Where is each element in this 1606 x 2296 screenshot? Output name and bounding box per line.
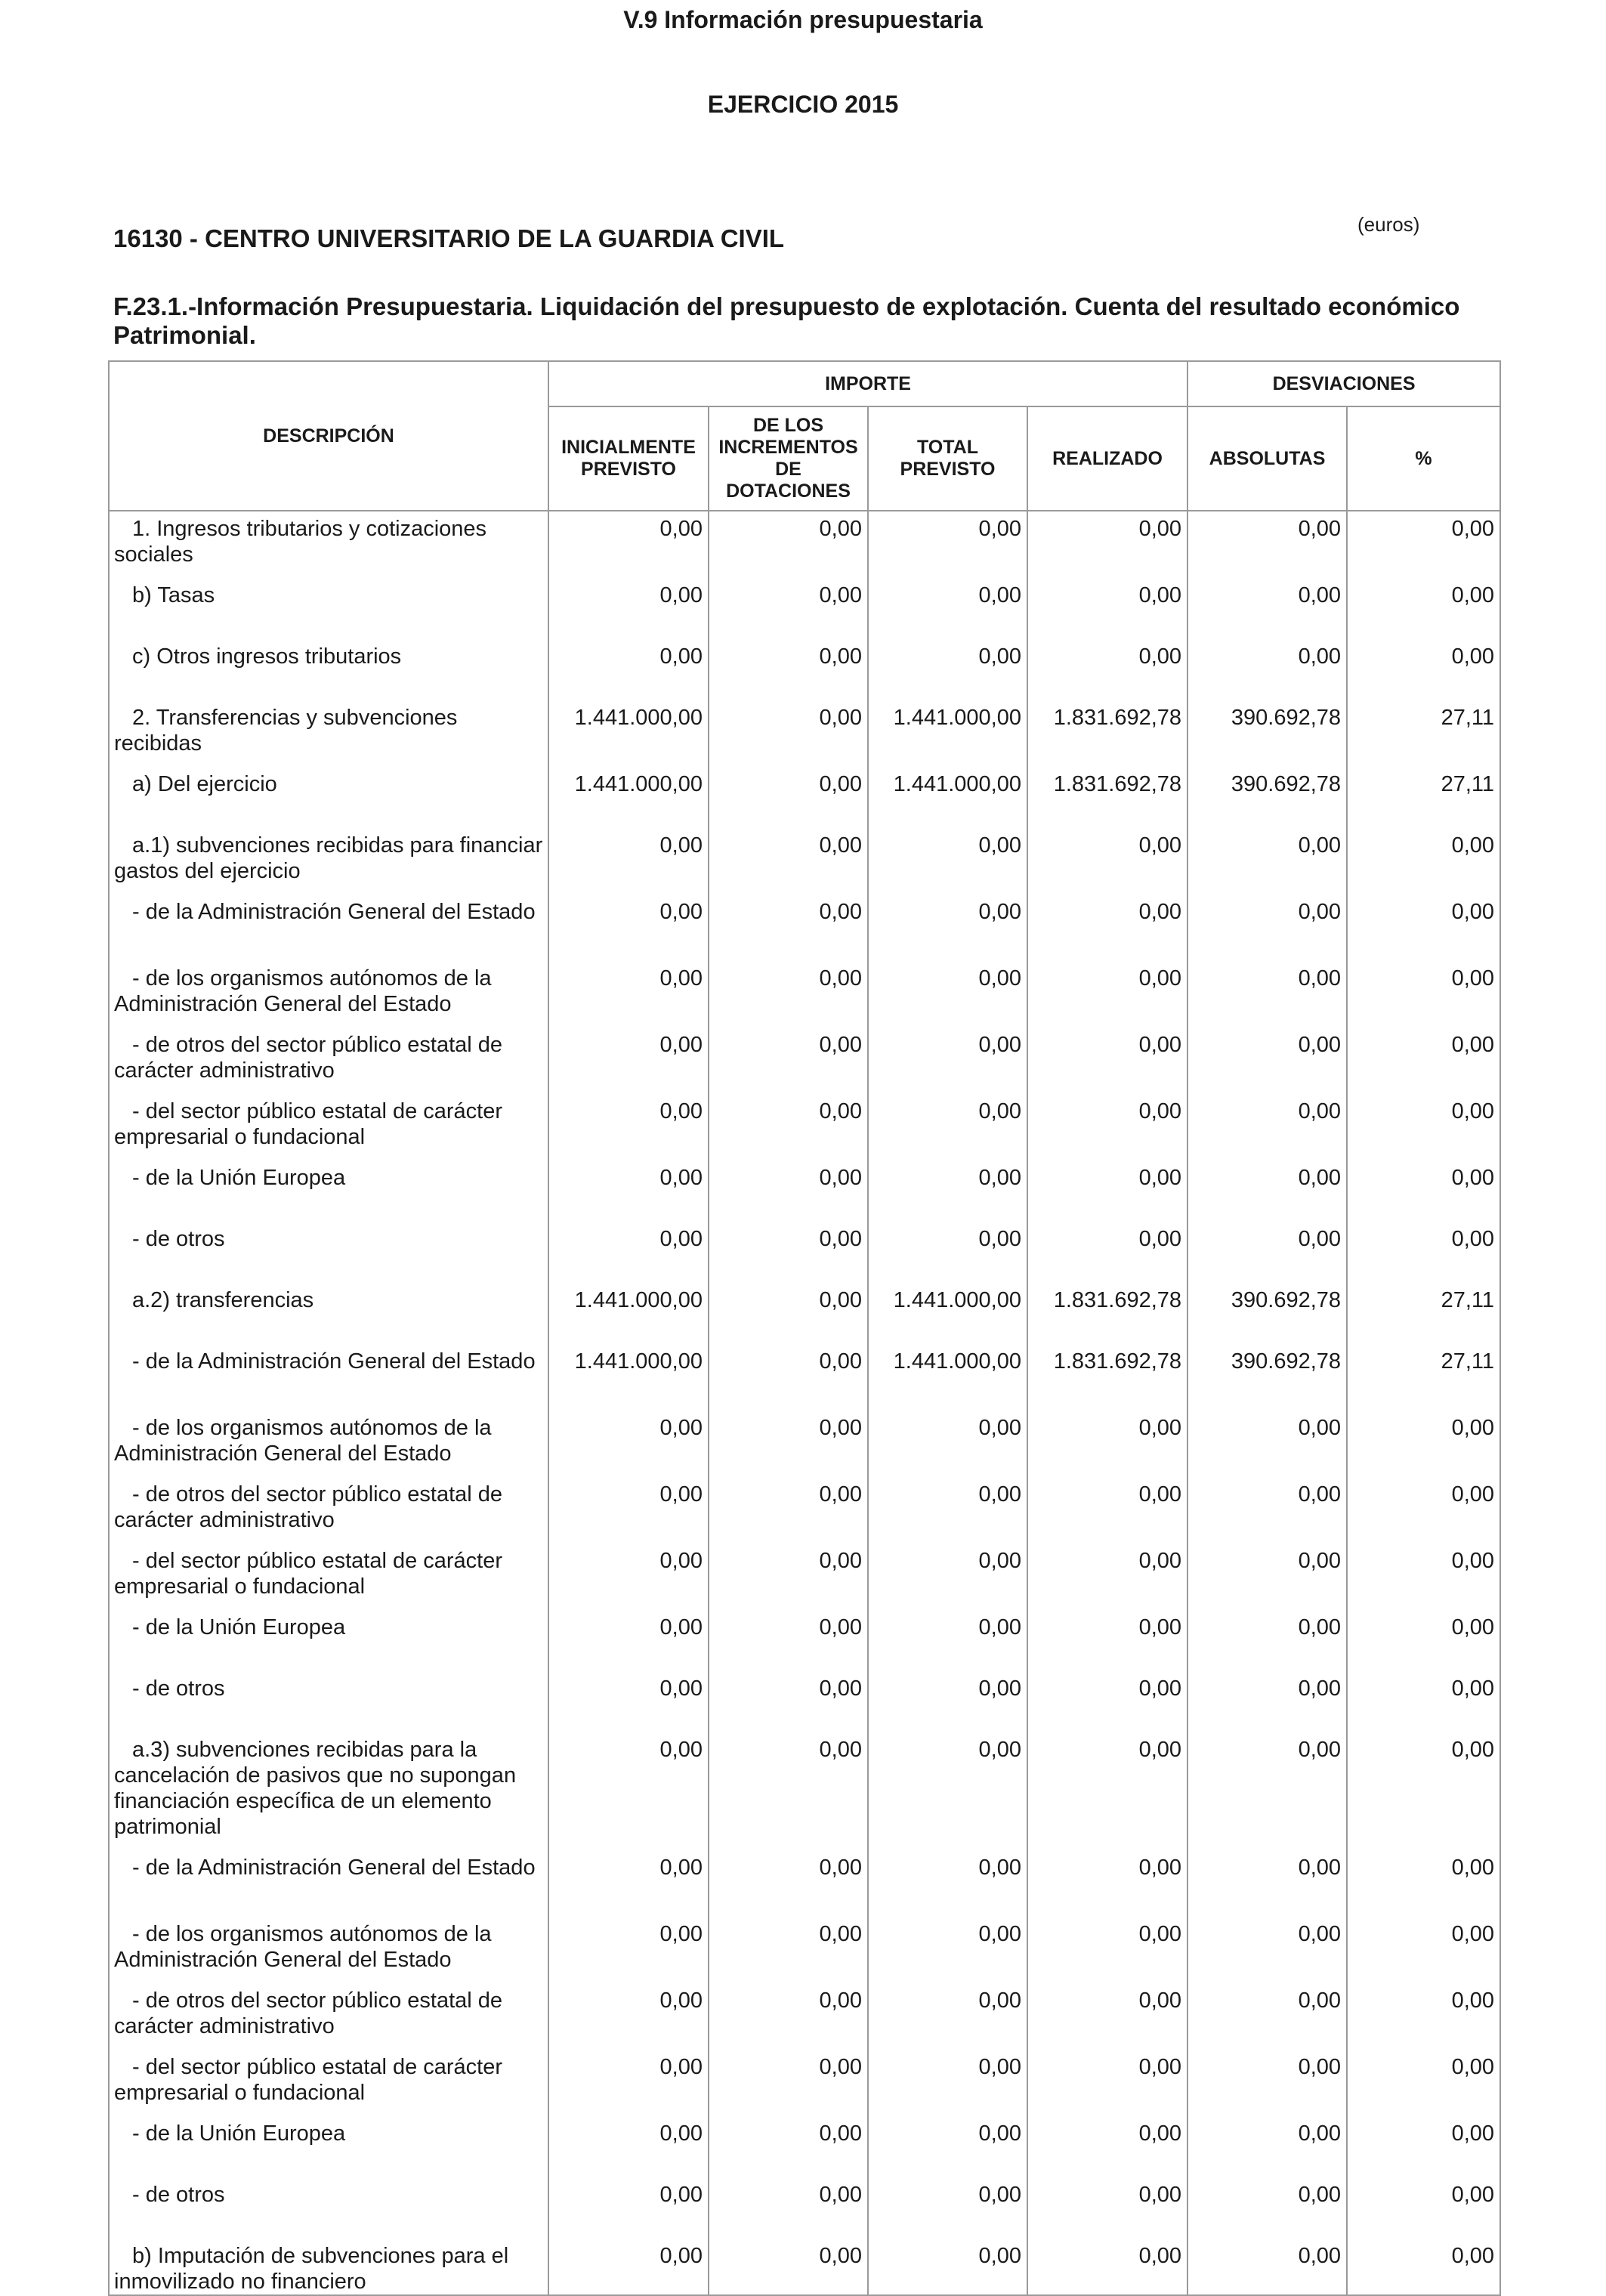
cell-absolutas: 0,00 <box>1188 1027 1347 1094</box>
cell-total-previsto: 0,00 <box>868 1027 1027 1094</box>
cell-percent: 0,00 <box>1347 828 1500 895</box>
table-row <box>109 767 1500 828</box>
cell-total-previsto: 0,00 <box>868 1983 1027 2050</box>
table-row <box>109 1222 1500 1283</box>
cell-inicialmente-previsto: 0,00 <box>548 1222 709 1283</box>
cell-percent: 0,00 <box>1347 1027 1500 1094</box>
cell-incrementos: 0,00 <box>709 828 868 895</box>
cell-absolutas: 0,00 <box>1188 2116 1347 2177</box>
header-description: DESCRIPCIÓN <box>109 361 548 511</box>
cell-inicialmente-previsto: 0,00 <box>548 828 709 895</box>
cell-percent: 0,00 <box>1347 1222 1500 1283</box>
cell-percent: 0,00 <box>1347 1411 1500 1477</box>
cell-incrementos: 0,00 <box>709 1850 868 1917</box>
table-row <box>109 1283 1500 1344</box>
cell-percent: 0,00 <box>1347 2239 1500 2295</box>
row-description: - del sector público estatal de carácter empresarial o fundacional <box>109 1544 548 1610</box>
cell-total-previsto: 1.441.000,00 <box>868 767 1027 828</box>
cell-percent: 27,11 <box>1347 700 1500 767</box>
cell-percent: 0,00 <box>1347 1477 1500 1544</box>
cell-absolutas: 0,00 <box>1188 1477 1347 1544</box>
cell-percent: 0,00 <box>1347 2177 1500 2239</box>
cell-incrementos: 0,00 <box>709 511 868 578</box>
cell-incrementos: 0,00 <box>709 1671 868 1732</box>
cell-realizado: 0,00 <box>1027 1477 1188 1544</box>
table-row <box>109 1344 1500 1411</box>
cell-inicialmente-previsto: 0,00 <box>548 1983 709 2050</box>
row-description: - de otros del sector público estatal de carácter administrativo <box>109 1027 548 1094</box>
cell-percent: 0,00 <box>1347 1732 1500 1850</box>
cell-total-previsto: 0,00 <box>868 1222 1027 1283</box>
cell-incrementos: 0,00 <box>709 1222 868 1283</box>
cell-total-previsto: 0,00 <box>868 961 1027 1027</box>
cell-realizado: 0,00 <box>1027 1983 1188 2050</box>
cell-absolutas: 390.692,78 <box>1188 767 1347 828</box>
header-percent: % <box>1347 406 1500 511</box>
cell-realizado: 0,00 <box>1027 1411 1188 1477</box>
cell-absolutas: 390.692,78 <box>1188 700 1347 767</box>
table-row <box>109 1671 1500 1732</box>
cell-incrementos: 0,00 <box>709 1344 868 1411</box>
table-row <box>109 895 1500 961</box>
cell-percent: 0,00 <box>1347 961 1500 1027</box>
cell-incrementos: 0,00 <box>709 1544 868 1610</box>
cell-percent: 0,00 <box>1347 1160 1500 1222</box>
row-description: a.1) subvenciones recibidas para financiar gastos del ejercicio <box>109 828 548 895</box>
cell-percent: 0,00 <box>1347 895 1500 961</box>
cell-total-previsto: 0,00 <box>868 1094 1027 1160</box>
cell-realizado: 0,00 <box>1027 1671 1188 1732</box>
cell-inicialmente-previsto: 0,00 <box>548 2050 709 2116</box>
row-description: - de otros del sector público estatal de carácter administrativo <box>109 1477 548 1544</box>
header-desviaciones: DESVIACIONES <box>1188 361 1500 406</box>
row-description: c) Otros ingresos tributarios <box>109 639 548 700</box>
cell-absolutas: 0,00 <box>1188 895 1347 961</box>
cell-incrementos: 0,00 <box>709 2239 868 2295</box>
cell-percent: 27,11 <box>1347 1283 1500 1344</box>
row-description: - de la Unión Europea <box>109 1160 548 1222</box>
cell-total-previsto: 1.441.000,00 <box>868 1344 1027 1411</box>
cell-inicialmente-previsto: 0,00 <box>548 1027 709 1094</box>
cell-inicialmente-previsto: 0,00 <box>548 961 709 1027</box>
cell-incrementos: 0,00 <box>709 1411 868 1477</box>
header-absolutas: ABSOLUTAS <box>1188 406 1347 511</box>
exercise-year: EJERCICIO 2015 <box>707 91 899 118</box>
cell-realizado: 0,00 <box>1027 1222 1188 1283</box>
table-row <box>109 1850 1500 1917</box>
cell-realizado: 0,00 <box>1027 1094 1188 1160</box>
row-description: - de la Administración General del Estado <box>109 1344 548 1411</box>
cell-realizado: 0,00 <box>1027 1732 1188 1850</box>
table-row <box>109 1544 1500 1610</box>
cell-absolutas: 0,00 <box>1188 1671 1347 1732</box>
cell-percent: 0,00 <box>1347 639 1500 700</box>
cell-inicialmente-previsto: 1.441.000,00 <box>548 1283 709 1344</box>
cell-total-previsto: 0,00 <box>868 511 1027 578</box>
table-row <box>109 2239 1500 2295</box>
cell-total-previsto: 0,00 <box>868 2050 1027 2116</box>
cell-percent: 0,00 <box>1347 578 1500 639</box>
table-row <box>109 1411 1500 1477</box>
cell-percent: 0,00 <box>1347 1983 1500 2050</box>
cell-inicialmente-previsto: 0,00 <box>548 2177 709 2239</box>
cell-absolutas: 0,00 <box>1188 1983 1347 2050</box>
cell-inicialmente-previsto: 0,00 <box>548 1917 709 1983</box>
cell-total-previsto: 0,00 <box>868 1850 1027 1917</box>
cell-incrementos: 0,00 <box>709 2116 868 2177</box>
cell-absolutas: 0,00 <box>1188 1610 1347 1671</box>
cell-realizado: 0,00 <box>1027 1917 1188 1983</box>
table-row <box>109 700 1500 767</box>
cell-absolutas: 0,00 <box>1188 1544 1347 1610</box>
cell-percent: 0,00 <box>1347 1850 1500 1917</box>
cell-incrementos: 0,00 <box>709 1027 868 1094</box>
table-body <box>109 511 1500 2295</box>
header-total-previsto: TOTAL PREVISTO <box>868 406 1027 511</box>
header-incrementos: DE LOS INCREMENTOS DE DOTACIONES <box>709 406 868 511</box>
cell-realizado: 0,00 <box>1027 1160 1188 1222</box>
cell-total-previsto: 0,00 <box>868 828 1027 895</box>
row-description: - de otros <box>109 1222 548 1283</box>
cell-inicialmente-previsto: 0,00 <box>548 2239 709 2295</box>
cell-percent: 0,00 <box>1347 2116 1500 2177</box>
row-description: 1. Ingresos tributarios y cotizaciones sociales <box>109 511 548 578</box>
cell-total-previsto: 0,00 <box>868 1477 1027 1544</box>
budget-table <box>108 360 1501 2296</box>
cell-absolutas: 0,00 <box>1188 1160 1347 1222</box>
table-row <box>109 1610 1500 1671</box>
cell-absolutas: 0,00 <box>1188 1411 1347 1477</box>
cell-incrementos: 0,00 <box>709 2050 868 2116</box>
cell-percent: 0,00 <box>1347 1610 1500 1671</box>
cell-realizado: 1.831.692,78 <box>1027 1283 1188 1344</box>
row-description: b) Imputación de subvenciones para el inmovilizado no financiero <box>109 2239 548 2295</box>
cell-total-previsto: 0,00 <box>868 2177 1027 2239</box>
cell-inicialmente-previsto: 0,00 <box>548 639 709 700</box>
row-description: - de la Unión Europea <box>109 2116 548 2177</box>
cell-absolutas: 0,00 <box>1188 511 1347 578</box>
cell-realizado: 1.831.692,78 <box>1027 1344 1188 1411</box>
cell-realizado: 0,00 <box>1027 1610 1188 1671</box>
cell-total-previsto: 0,00 <box>868 1544 1027 1610</box>
row-description: b) Tasas <box>109 578 548 639</box>
header-realizado: REALIZADO <box>1027 406 1188 511</box>
cell-absolutas: 0,00 <box>1188 1850 1347 1917</box>
cell-absolutas: 0,00 <box>1188 1222 1347 1283</box>
table-row <box>109 578 1500 639</box>
cell-realizado: 0,00 <box>1027 828 1188 895</box>
cell-inicialmente-previsto: 0,00 <box>548 1477 709 1544</box>
cell-inicialmente-previsto: 1.441.000,00 <box>548 700 709 767</box>
cell-realizado: 1.831.692,78 <box>1027 767 1188 828</box>
row-description: - del sector público estatal de carácter empresarial o fundacional <box>109 1094 548 1160</box>
cell-incrementos: 0,00 <box>709 1094 868 1160</box>
cell-realizado: 0,00 <box>1027 961 1188 1027</box>
cell-total-previsto: 0,00 <box>868 639 1027 700</box>
row-description: - de los organismos autónomos de la Administración General del Estado <box>109 961 548 1027</box>
cell-incrementos: 0,00 <box>709 767 868 828</box>
cell-absolutas: 0,00 <box>1188 578 1347 639</box>
cell-absolutas: 0,00 <box>1188 1917 1347 1983</box>
table-row <box>109 1160 1500 1222</box>
entity-name: 16130 - CENTRO UNIVERSITARIO DE LA GUARDIA CIVIL <box>113 224 785 252</box>
cell-percent: 27,11 <box>1347 767 1500 828</box>
cell-inicialmente-previsto: 0,00 <box>548 1411 709 1477</box>
cell-total-previsto: 0,00 <box>868 1411 1027 1477</box>
cell-realizado: 0,00 <box>1027 1850 1188 1917</box>
cell-realizado: 0,00 <box>1027 578 1188 639</box>
cell-inicialmente-previsto: 1.441.000,00 <box>548 767 709 828</box>
cell-realizado: 0,00 <box>1027 639 1188 700</box>
cell-realizado: 0,00 <box>1027 2177 1188 2239</box>
table-row <box>109 1027 1500 1094</box>
cell-incrementos: 0,00 <box>709 700 868 767</box>
cell-inicialmente-previsto: 0,00 <box>548 1160 709 1222</box>
row-description: - de los organismos autónomos de la Administración General del Estado <box>109 1917 548 1983</box>
row-description: - de la Administración General del Estado <box>109 895 548 961</box>
cell-total-previsto: 0,00 <box>868 2116 1027 2177</box>
table-row <box>109 1732 1500 1850</box>
table-row <box>109 828 1500 895</box>
table-row <box>109 2177 1500 2239</box>
cell-incrementos: 0,00 <box>709 1160 868 1222</box>
header-inicialmente-previsto: INICIALMENTE PREVISTO <box>548 406 709 511</box>
row-description: - del sector público estatal de carácter empresarial o fundacional <box>109 2050 548 2116</box>
cell-inicialmente-previsto: 0,00 <box>548 511 709 578</box>
cell-total-previsto: 1.441.000,00 <box>868 1283 1027 1344</box>
row-description: 2. Transferencias y subvenciones recibidas <box>109 700 548 767</box>
cell-inicialmente-previsto: 0,00 <box>548 895 709 961</box>
cell-incrementos: 0,00 <box>709 1283 868 1344</box>
cell-incrementos: 0,00 <box>709 1610 868 1671</box>
cell-percent: 0,00 <box>1347 1671 1500 1732</box>
row-description: - de la Administración General del Estado <box>109 1850 548 1917</box>
table-row <box>109 1094 1500 1160</box>
cell-inicialmente-previsto: 0,00 <box>548 1732 709 1850</box>
cell-incrementos: 0,00 <box>709 1983 868 2050</box>
cell-total-previsto: 0,00 <box>868 578 1027 639</box>
cell-incrementos: 0,00 <box>709 578 868 639</box>
cell-percent: 0,00 <box>1347 1094 1500 1160</box>
cell-incrementos: 0,00 <box>709 1732 868 1850</box>
cell-absolutas: 0,00 <box>1188 828 1347 895</box>
cell-inicialmente-previsto: 0,00 <box>548 1610 709 1671</box>
cell-inicialmente-previsto: 1.441.000,00 <box>548 1344 709 1411</box>
cell-total-previsto: 0,00 <box>868 2239 1027 2295</box>
cell-absolutas: 0,00 <box>1188 2177 1347 2239</box>
row-description: a) Del ejercicio <box>109 767 548 828</box>
document-title: V.9 Información presupuestaria <box>623 6 983 33</box>
cell-absolutas: 0,00 <box>1188 961 1347 1027</box>
table-row <box>109 1917 1500 1983</box>
cell-absolutas: 0,00 <box>1188 639 1347 700</box>
cell-incrementos: 0,00 <box>709 2177 868 2239</box>
header-importe: IMPORTE <box>548 361 1188 406</box>
row-description: - de la Unión Europea <box>109 1610 548 1671</box>
cell-inicialmente-previsto: 0,00 <box>548 578 709 639</box>
cell-realizado: 1.831.692,78 <box>1027 700 1188 767</box>
table-row <box>109 639 1500 700</box>
cell-incrementos: 0,00 <box>709 1917 868 1983</box>
row-description: - de otros del sector público estatal de carácter administrativo <box>109 1983 548 2050</box>
cell-inicialmente-previsto: 0,00 <box>548 1850 709 1917</box>
cell-absolutas: 390.692,78 <box>1188 1283 1347 1344</box>
cell-total-previsto: 0,00 <box>868 1732 1027 1850</box>
table-row <box>109 511 1500 578</box>
cell-percent: 0,00 <box>1347 2050 1500 2116</box>
cell-percent: 0,00 <box>1347 1544 1500 1610</box>
cell-absolutas: 0,00 <box>1188 1732 1347 1850</box>
table-row <box>109 2116 1500 2177</box>
cell-realizado: 0,00 <box>1027 2239 1188 2295</box>
currency-unit: (euros) <box>1357 213 1420 236</box>
row-description: - de otros <box>109 2177 548 2239</box>
cell-absolutas: 0,00 <box>1188 1094 1347 1160</box>
cell-percent: 0,00 <box>1347 511 1500 578</box>
cell-incrementos: 0,00 <box>709 639 868 700</box>
cell-total-previsto: 1.441.000,00 <box>868 700 1027 767</box>
cell-total-previsto: 0,00 <box>868 1917 1027 1983</box>
row-description: - de los organismos autónomos de la Administración General del Estado <box>109 1411 548 1477</box>
cell-total-previsto: 0,00 <box>868 1671 1027 1732</box>
cell-inicialmente-previsto: 0,00 <box>548 1094 709 1160</box>
table-row <box>109 961 1500 1027</box>
cell-inicialmente-previsto: 0,00 <box>548 1544 709 1610</box>
cell-total-previsto: 0,00 <box>868 1610 1027 1671</box>
row-description: a.3) subvenciones recibidas para la cancelación de pasivos que no supongan financiación específica de un elemento patrimonial <box>109 1732 548 1850</box>
report-subtitle: F.23.1.-Información Presupuestaria. Liquidación del presupuesto de explotación. Cuenta del resultado económico Patrimonial. <box>113 292 1460 349</box>
table-row <box>109 1983 1500 2050</box>
cell-absolutas: 0,00 <box>1188 2239 1347 2295</box>
cell-inicialmente-previsto: 0,00 <box>548 2116 709 2177</box>
cell-realizado: 0,00 <box>1027 1027 1188 1094</box>
cell-realizado: 0,00 <box>1027 1544 1188 1610</box>
cell-realizado: 0,00 <box>1027 895 1188 961</box>
cell-absolutas: 0,00 <box>1188 2050 1347 2116</box>
row-description: a.2) transferencias <box>109 1283 548 1344</box>
table-row <box>109 1477 1500 1544</box>
cell-percent: 0,00 <box>1347 1917 1500 1983</box>
cell-realizado: 0,00 <box>1027 2116 1188 2177</box>
cell-absolutas: 390.692,78 <box>1188 1344 1347 1411</box>
cell-realizado: 0,00 <box>1027 2050 1188 2116</box>
cell-percent: 27,11 <box>1347 1344 1500 1411</box>
cell-incrementos: 0,00 <box>709 895 868 961</box>
cell-inicialmente-previsto: 0,00 <box>548 1671 709 1732</box>
cell-total-previsto: 0,00 <box>868 895 1027 961</box>
cell-incrementos: 0,00 <box>709 961 868 1027</box>
row-description: - de otros <box>109 1671 548 1732</box>
cell-incrementos: 0,00 <box>709 1477 868 1544</box>
cell-total-previsto: 0,00 <box>868 1160 1027 1222</box>
cell-realizado: 0,00 <box>1027 511 1188 578</box>
table-row <box>109 2050 1500 2116</box>
